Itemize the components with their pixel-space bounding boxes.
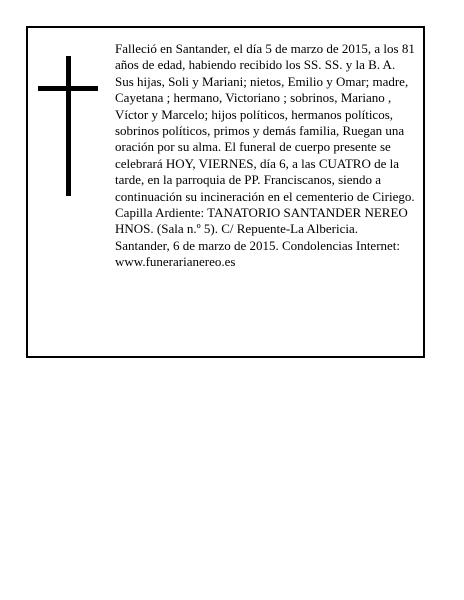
cross-horizontal-bar [38, 86, 98, 91]
obituary-text [115, 41, 417, 271]
obituary-family-and-funeral: Sus hijas, Soli y Mariani; nietos, Emilio y Omar; madre, Cayetana ; hermano, Victoriano ; sobrinos, Mariano , Víctor y Marcelo; hijos políticos, hermanos políticos, sobrinos políticos, primos y demás familia, Ruegan una oración por su alma. El funeral de cuerpo presente se celebrará HOY, VIERNES, día 6, a las CUATRO de la tarde, en la parroquia de PP. Franciscanos, siendo a continuación su incineración en el cementerio de Ciriego. Capilla Ardiente: TANATORIO SANTANDER NEREO HNOS. (Sala n.º 5). C/ Repuente-La Albericia. [115, 73, 415, 237]
cross-icon [38, 56, 98, 196]
obituary-date-and-condolences: Santander, 6 de marzo de 2015. Condolencias Internet: www.funerarianereo.es [115, 237, 401, 270]
cross-vertical-bar [66, 56, 71, 196]
obituary-notice [26, 26, 425, 358]
obituary-death-announcement: Falleció en Santander, el día 5 de marzo de 2015, a los 81 años de edad, habiendo recibido los SS. SS. y la B. A. [115, 41, 415, 73]
